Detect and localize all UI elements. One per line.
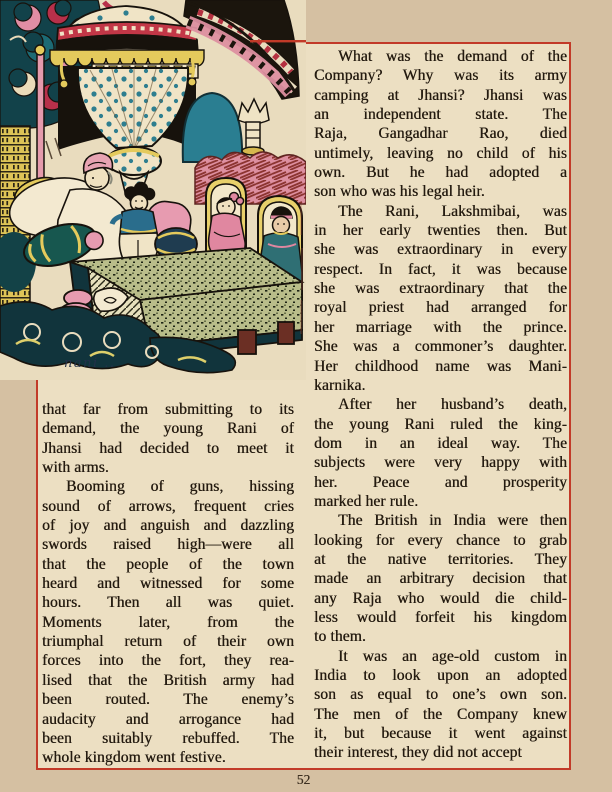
text-line: swords raised high—were all bbox=[42, 536, 294, 554]
border-segment bbox=[250, 40, 306, 42]
text-line: camping at Jhansi? Jhansi was bbox=[314, 86, 567, 104]
page-number: 52 bbox=[296, 772, 311, 787]
text-line: untimely, leaving no child of his bbox=[314, 144, 567, 162]
text-line: that far from submitting to its bbox=[42, 401, 294, 418]
text-line: Moments later, from the bbox=[42, 613, 294, 631]
text-line: the young Rani ruled the king- bbox=[314, 415, 567, 433]
text-line: son who was his legal heir. bbox=[314, 183, 485, 201]
text-line: an independent state. The bbox=[314, 106, 567, 124]
text-line: looking for every chance to grab bbox=[314, 531, 567, 549]
text-line: dom in an ideal way. The bbox=[314, 434, 567, 452]
text-line: The British in India were then bbox=[338, 512, 567, 530]
text-line: Her childhood name was Mani- bbox=[314, 357, 567, 375]
text-line: Jhansi had decided to meet it bbox=[42, 439, 294, 457]
text-line: What was the demand of the bbox=[338, 48, 567, 65]
text-line: she was extraordinary that the bbox=[314, 280, 567, 298]
text-line: less would forfeit his kingdom bbox=[314, 608, 567, 626]
text-line: at the native territories. They bbox=[314, 550, 567, 568]
text-line: that the people of the town bbox=[42, 555, 294, 573]
text-line: heard and witnessed for some bbox=[42, 575, 294, 593]
right-text-column bbox=[314, 47, 567, 763]
text-line: karnika. bbox=[314, 376, 366, 394]
text-line: their interest, they did not accept bbox=[314, 744, 522, 762]
text-line: India to look upon an adopted bbox=[314, 667, 567, 684]
text-line: any Raja who would die child- bbox=[314, 589, 567, 607]
text-line: The men of the Company knew bbox=[314, 705, 567, 723]
text-line: royal priest had arranged for bbox=[314, 299, 567, 317]
crease-mark bbox=[300, 300, 302, 334]
text-line: The Rani, Lakshmibai, was bbox=[338, 202, 567, 220]
text-line: in her early twenties then. But bbox=[314, 222, 567, 240]
text-line: audacity and arrogance had bbox=[42, 710, 294, 728]
artist-signature: nani .. bbox=[64, 356, 116, 371]
text-line: lised that the British army had bbox=[42, 671, 294, 689]
text-line: to them. bbox=[314, 628, 366, 646]
text-line: hours. Then all was quiet. bbox=[42, 594, 294, 612]
text-line: it, but because it went against bbox=[314, 725, 567, 743]
text-line: own. But he had adopted a bbox=[314, 164, 567, 182]
text-line: triumphal return of their own bbox=[42, 633, 294, 651]
text-line: forces into the fort, they rea- bbox=[42, 652, 294, 670]
text-line: Booming of guns, hissing bbox=[66, 478, 294, 496]
crease-mark bbox=[301, 248, 303, 290]
text-line: Raja, Gangadhar Rao, died bbox=[314, 125, 567, 143]
left-text-column bbox=[42, 400, 294, 768]
text-line: been suitably rebuffed. The bbox=[42, 729, 294, 747]
text-line: she was extraordinary in every bbox=[314, 241, 567, 259]
text-line: son as equal to one’s own son. bbox=[314, 686, 567, 704]
text-line: She was a commoner’s daughter. bbox=[314, 338, 567, 356]
text-line: Company? Why was its army bbox=[314, 67, 567, 85]
text-line: It was an age-old custom in bbox=[338, 647, 567, 665]
text-line: with arms. bbox=[42, 459, 109, 477]
text-line: been routed. The enemy’s bbox=[42, 691, 294, 709]
text-line: respect. In fact, it was because bbox=[314, 260, 567, 278]
court-scene-illustration bbox=[0, 0, 306, 395]
text-line: made an arbitrary decision that bbox=[314, 570, 567, 588]
text-line: sound of arrows, frequent cries bbox=[42, 497, 294, 515]
text-line: her marriage with the prince. bbox=[314, 318, 567, 336]
crease-mark bbox=[300, 205, 302, 235]
text-line: of joy and anguish and dazzling bbox=[42, 517, 294, 535]
text-line: demand, the young Rani of bbox=[42, 420, 294, 438]
text-line: subjects were very happy with bbox=[314, 454, 567, 472]
text-line: her. Peace and prosperity bbox=[314, 473, 567, 491]
text-line: whole kingdom went festive. bbox=[42, 749, 226, 767]
text-line: marked her rule. bbox=[314, 492, 419, 510]
text-line: After her husband’s death, bbox=[338, 396, 567, 414]
